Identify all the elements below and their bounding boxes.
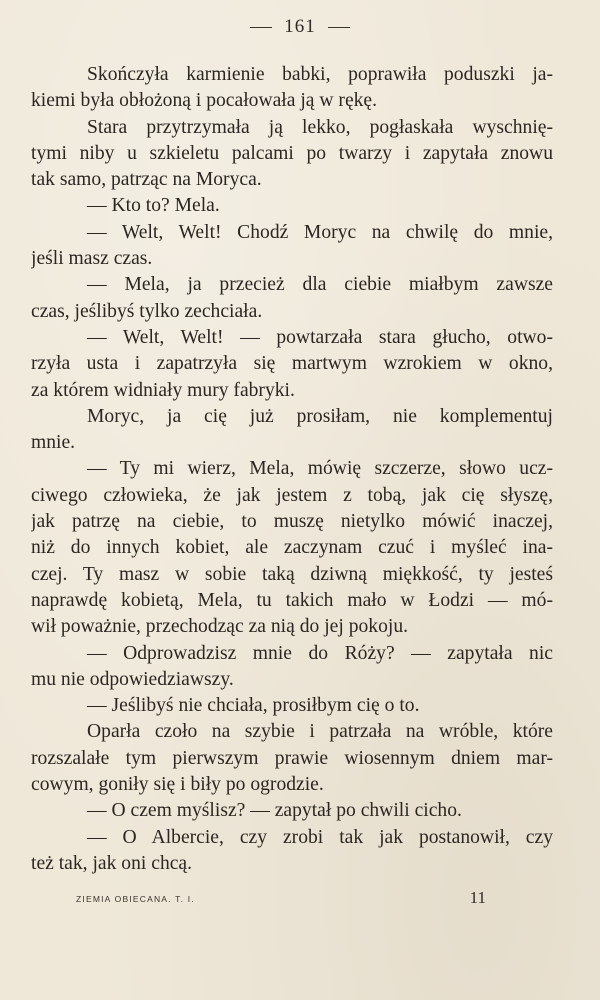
body-text <box>31 62 553 877</box>
text-line: — Welt, Welt! — powtarzała stara głucho, otwo- <box>87 326 553 348</box>
text-line: mnie. <box>31 432 76 454</box>
text-line: też tak, jak oni chcą. <box>31 852 193 874</box>
text-line: Skończyła karmienie babki, poprawiła poduszki ja- <box>87 64 553 85</box>
printer-signature: ZIEMIA OBIECANA. T. I. <box>76 894 195 904</box>
text-line: ciwego człowieka, że jak jestem z tobą, jak cię słyszę, <box>31 484 553 506</box>
text-line: — Kto to? Mela. <box>87 195 220 217</box>
text-line: niż do innych kobiet, ale zaczynam czuć i myśleć ina- <box>31 537 553 559</box>
text-line: — Ty mi wierz, Mela, mówię szczerze, słowo ucz- <box>87 458 553 480</box>
text-line: — O Albercie, czy zrobi tak jak postanowił, czy <box>87 826 553 848</box>
text-line: tak samo, patrząc na Moryca. <box>31 169 262 191</box>
text-line: Stara przytrzymała ją lekko, pogłaskała wyschnię- <box>87 116 553 138</box>
text-line: czas, jeślibyś tylko zechciała. <box>31 300 263 322</box>
left-dash <box>250 27 272 28</box>
text-line: Moryc, ja cię już prosiłam, nie komplementuj <box>87 405 553 427</box>
text-line: czej. Ty masz w sobie taką dziwną miękkość, ty jesteś <box>31 563 553 585</box>
text-line: — Mela, ja przecież dla ciebie miałbym zawsze <box>87 274 553 296</box>
text-line: cowym, goniły się i biły po ogrodzie. <box>31 774 324 796</box>
text-line: za którem widniały mury fabryki. <box>31 379 295 401</box>
text-line: naprawdę kobietą, Mela, tu takich mało w Łodzi — mó- <box>31 589 553 611</box>
text-line: — Welt, Welt! Chodź Moryc na chwilę do mnie, <box>87 221 553 243</box>
text-line: tymi niby u szkieletu palcami po twarzy i zapytała znowu <box>31 142 553 164</box>
page-footer <box>76 888 496 910</box>
page-number: 161 <box>284 16 316 37</box>
text-line: rozszalałe tym pierwszym prawie wiosennym dniem mar- <box>31 747 553 769</box>
running-head <box>0 16 600 38</box>
text-line: mu nie odpowiedziawszy. <box>31 668 234 690</box>
text-line: kiemi była obłożoną i pocałowała ją w rękę. <box>31 90 378 112</box>
text-line: rzyła usta i zapatrzyła się martwym wzrokiem w okno, <box>31 353 553 375</box>
text-line: jeśli masz czas. <box>31 248 153 270</box>
text-line: — O czem myślisz? — zapytał po chwili cicho. <box>87 800 462 822</box>
sheet-number: 11 <box>469 888 486 907</box>
text-line: — Jeślibyś nie chciała, prosiłbym cię o to. <box>87 695 420 717</box>
text-line: Oparła czoło na szybie i patrzała na wróble, które <box>87 721 553 743</box>
text-line: jak patrzę na ciebie, to muszę nietylko mówić inaczej, <box>31 511 553 533</box>
text-line: — Odprowadzisz mnie do Róży? — zapytała nic <box>87 642 553 664</box>
text-line: wił poważnie, przechodząc za nią do jej pokoju. <box>31 616 409 638</box>
right-dash <box>328 27 350 28</box>
